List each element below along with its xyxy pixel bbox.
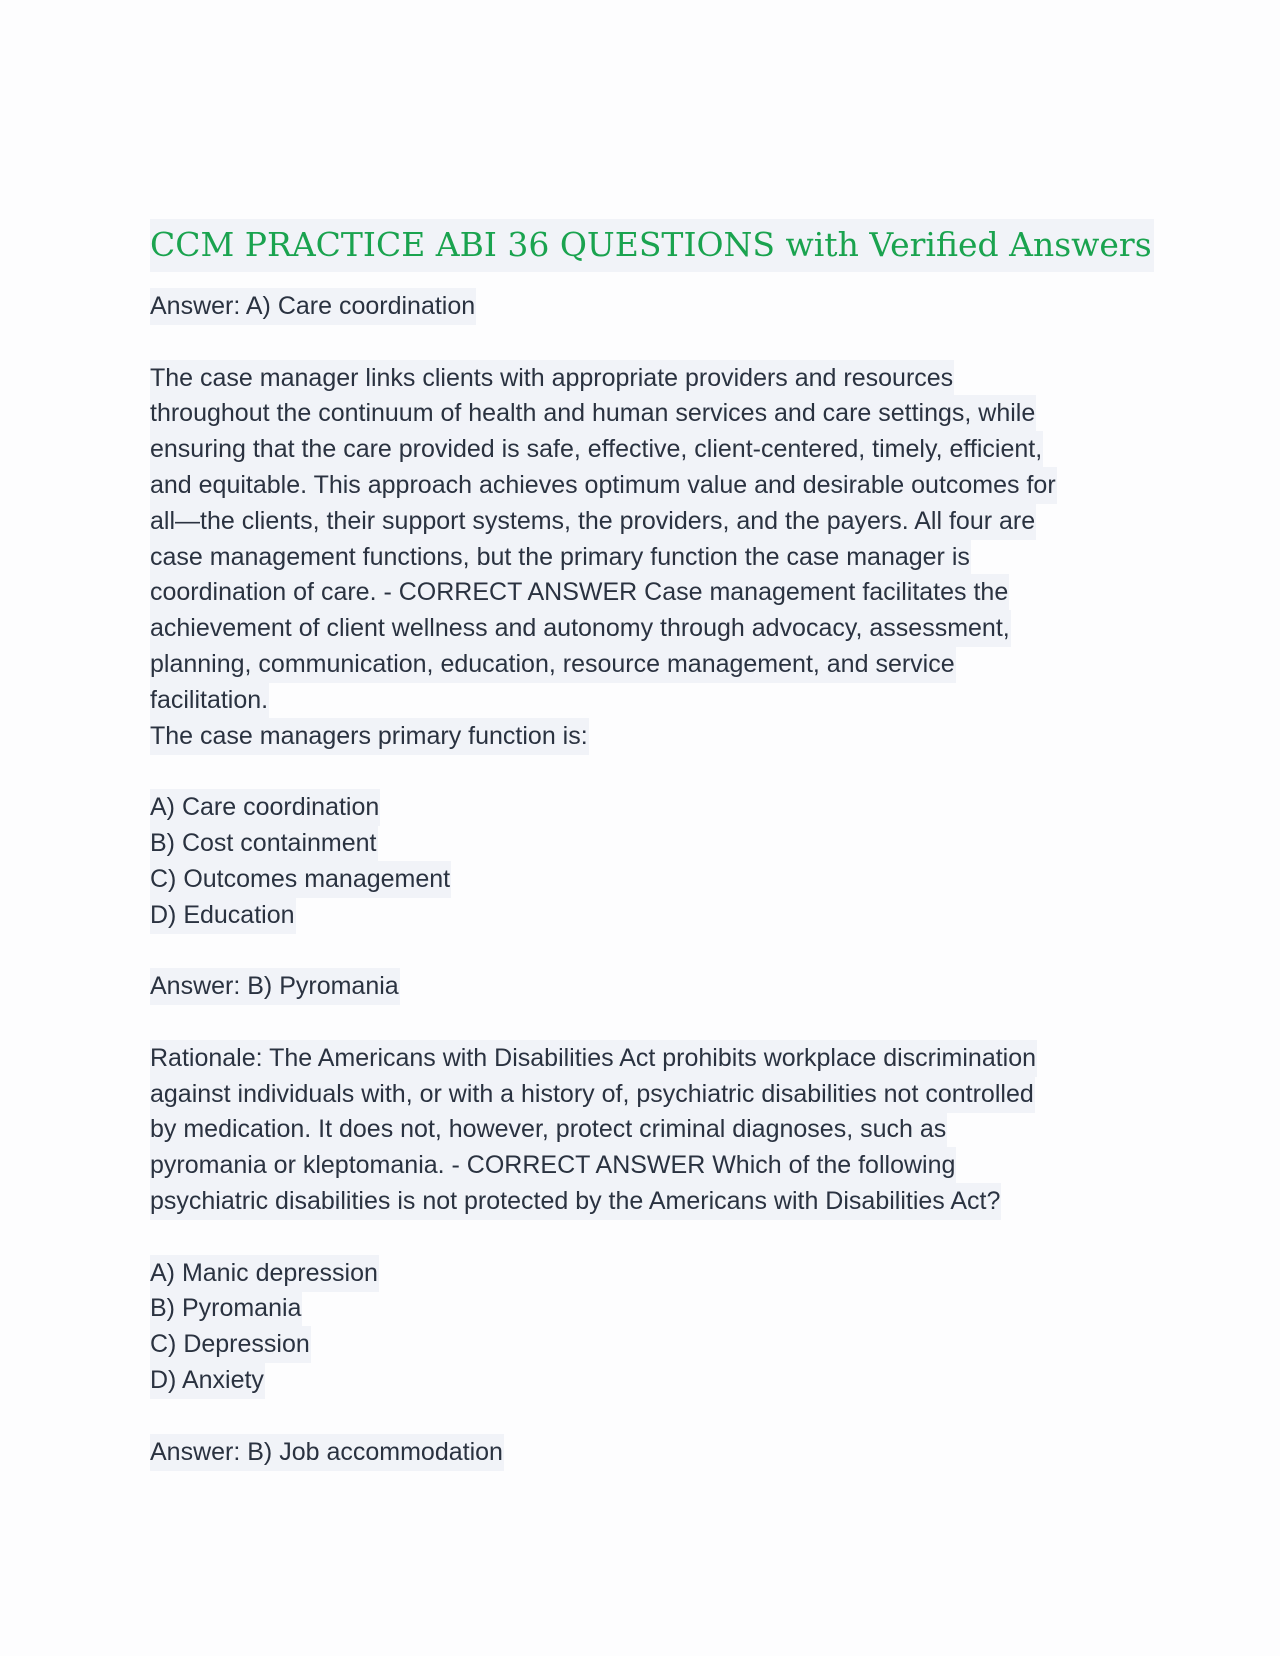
rationale-1	[150, 361, 1140, 755]
paragraph-line: case management functions, but the primary function the case manager is	[150, 540, 1140, 576]
option-c: C) Outcomes management	[150, 862, 1140, 898]
paragraph-line: pyromania or kleptomania. - CORRECT ANSWER Which of the following	[150, 1148, 1140, 1184]
option-a: A) Care coordination	[150, 790, 1140, 826]
paragraph-line: facilitation.	[150, 683, 1140, 719]
options-1	[150, 790, 1140, 933]
option-b: B) Cost containment	[150, 826, 1140, 862]
paragraph-line: by medication. It does not, however, protect criminal diagnoses, such as	[150, 1112, 1140, 1148]
document-title: CCM PRACTICE ABI 36 QUESTIONS with Verified Answers	[150, 216, 1140, 274]
answer-1: Answer: A) Care coordination	[150, 289, 1140, 325]
question-1: The case managers primary function is:	[150, 719, 1140, 755]
option-a: A) Manic depression	[150, 1256, 1140, 1292]
paragraph-line: all—the clients, their support systems, the providers, and the payers. All four are	[150, 504, 1140, 540]
option-d: D) Education	[150, 898, 1140, 934]
paragraph-line: The case manager links clients with appropriate providers and resources	[150, 361, 1140, 397]
option-c: C) Depression	[150, 1327, 1140, 1363]
option-b: B) Pyromania	[150, 1291, 1140, 1327]
paragraph-line: coordination of care. - CORRECT ANSWER Case management facilitates the	[150, 575, 1140, 611]
paragraph-line: against individuals with, or with a history of, psychiatric disabilities not controlled	[150, 1077, 1140, 1113]
paragraph-line: Rationale: The Americans with Disabilities Act prohibits workplace discrimination	[150, 1041, 1140, 1077]
answer-3: Answer: B) Job accommodation	[150, 1435, 1140, 1471]
question-2: psychiatric disabilities is not protected by the Americans with Disabilities Act?	[150, 1184, 1140, 1220]
paragraph-line: planning, communication, education, resource management, and service	[150, 647, 1140, 683]
options-2	[150, 1256, 1140, 1399]
option-d: D) Anxiety	[150, 1363, 1140, 1399]
paragraph-line: ensuring that the care provided is safe, effective, client-centered, timely, efficient,	[150, 432, 1140, 468]
paragraph-line: achievement of client wellness and autonomy through advocacy, assessment,	[150, 611, 1140, 647]
paragraph-line: and equitable. This approach achieves optimum value and desirable outcomes for	[150, 468, 1140, 504]
paragraph-line: throughout the continuum of health and human services and care settings, while	[150, 396, 1140, 432]
answer-2: Answer: B) Pyromania	[150, 969, 1140, 1005]
document-content	[150, 216, 1152, 1470]
rationale-2	[150, 1041, 1140, 1220]
